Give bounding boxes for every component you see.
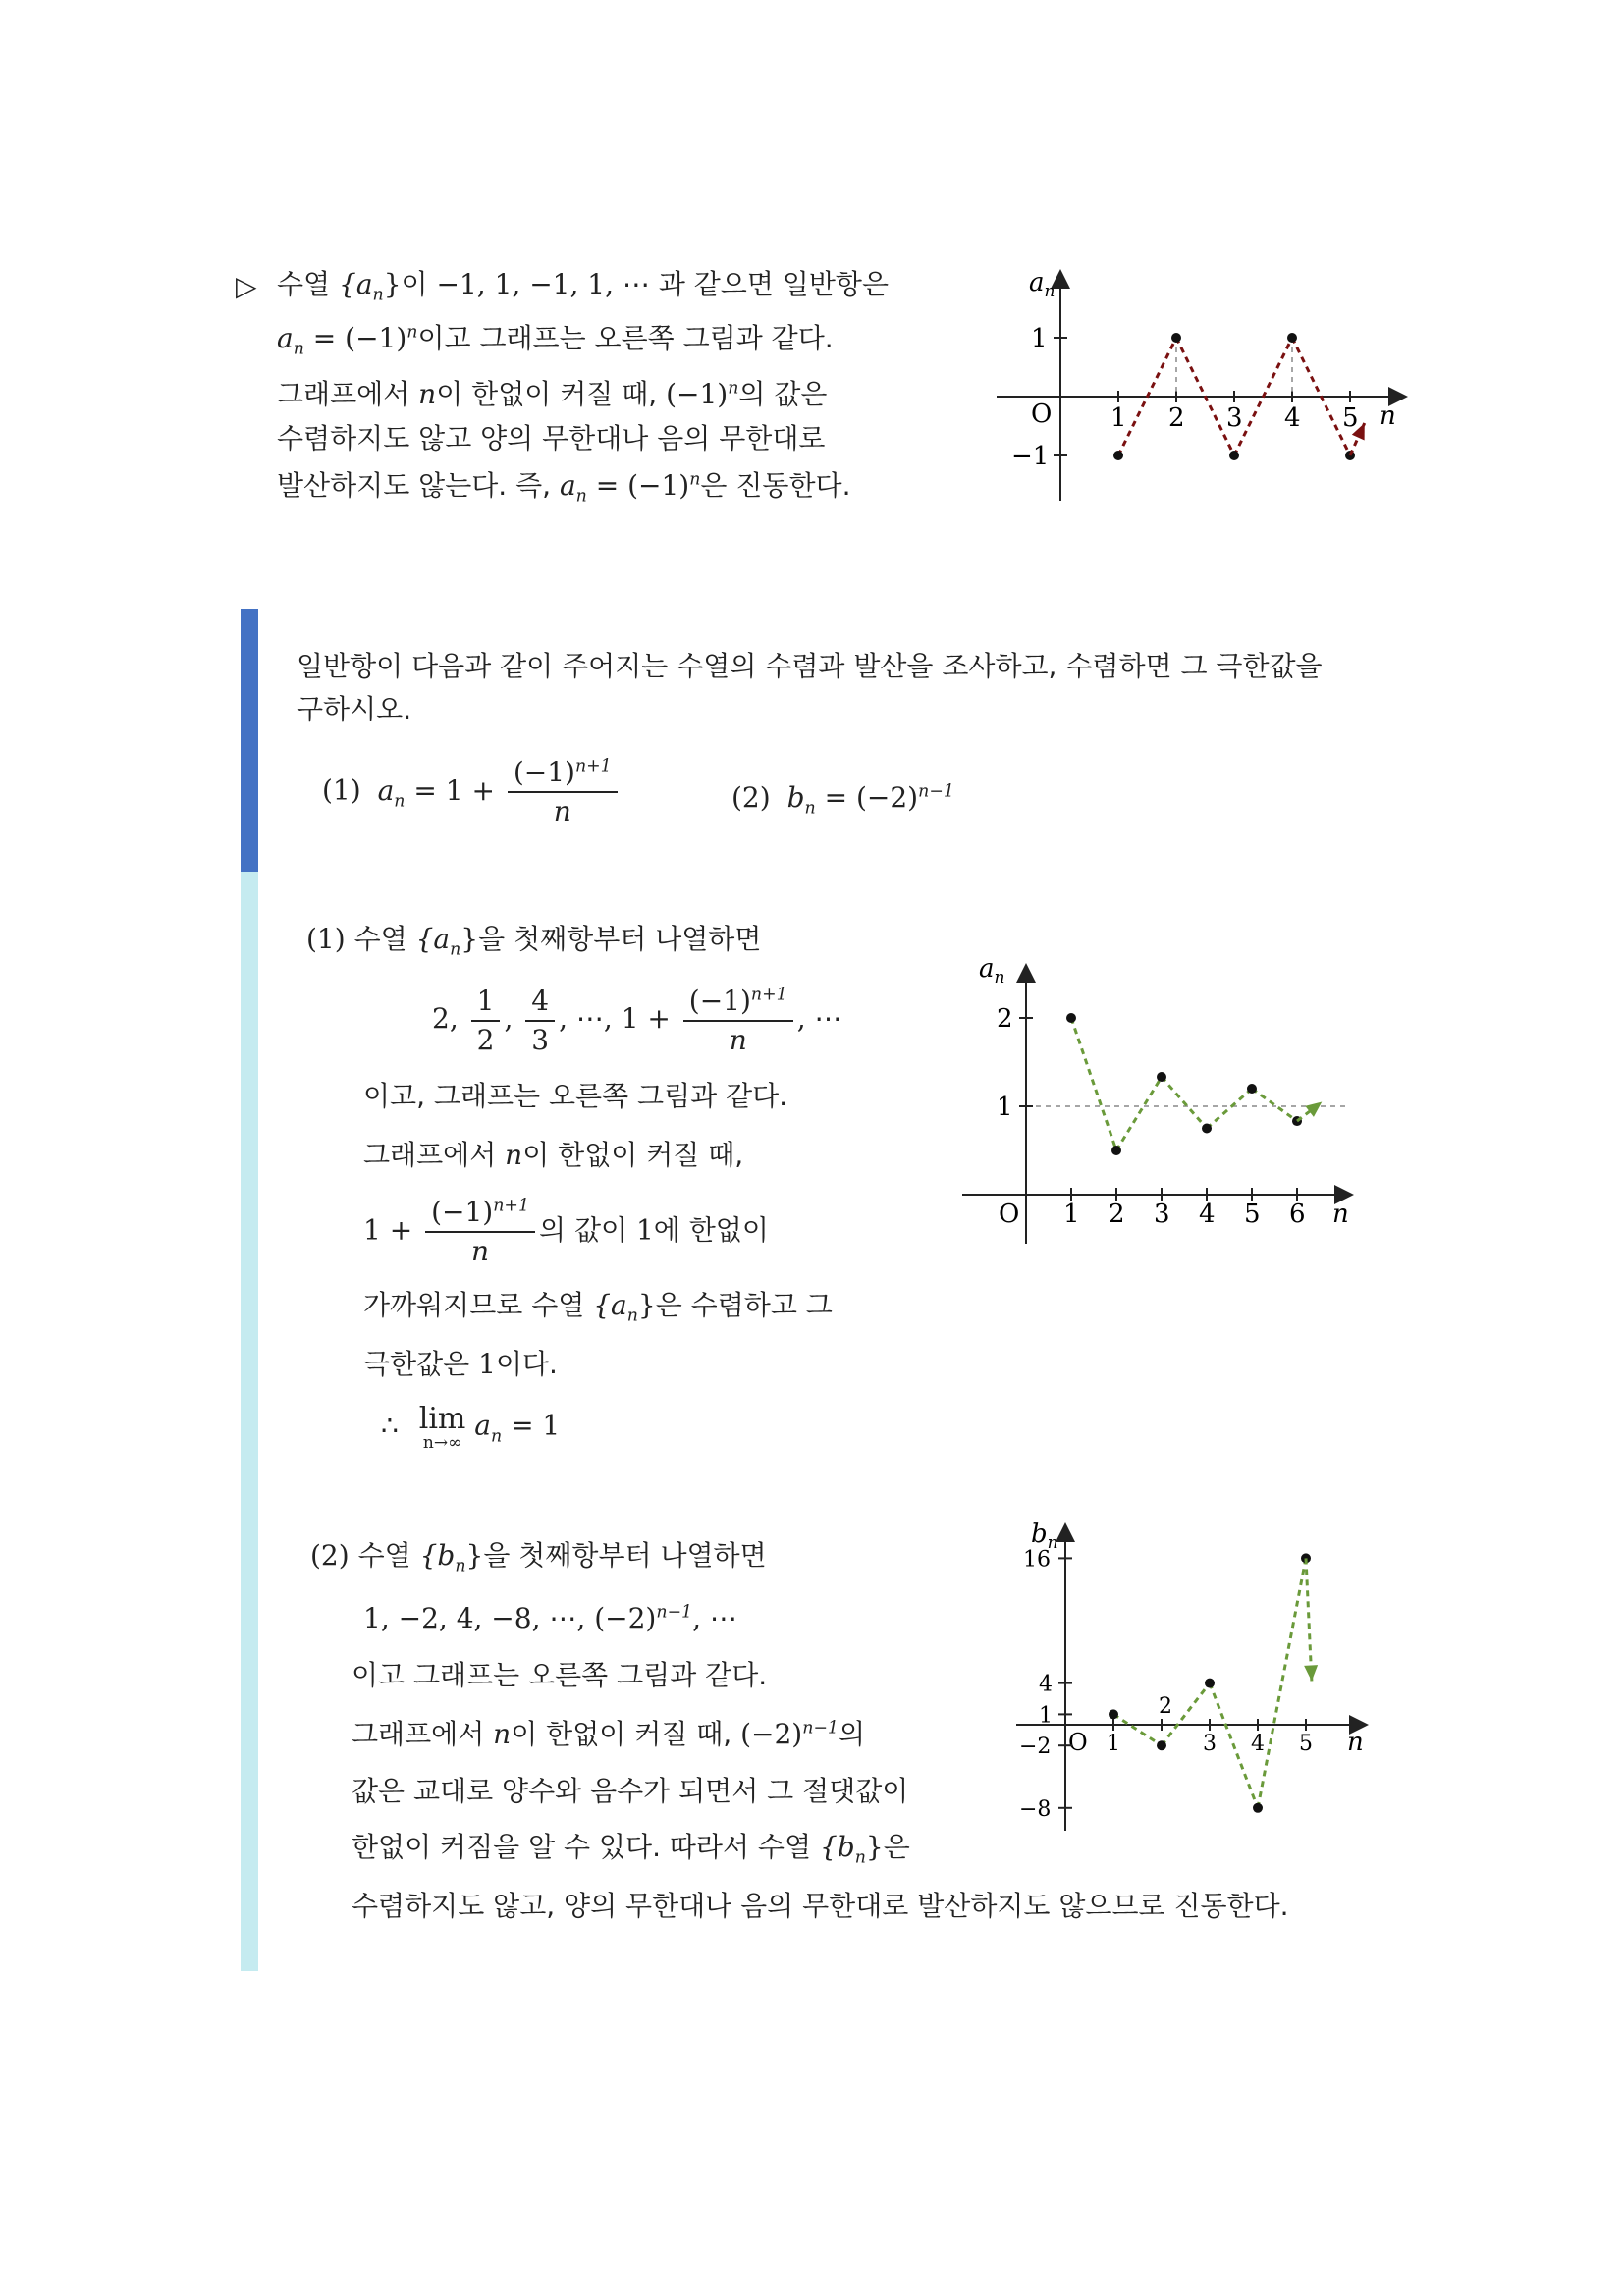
intro-marker: ▷	[236, 270, 257, 302]
intro-line-3: 그래프에서 n이 한없이 커질 때, $(-1)^n$의 값은	[277, 378, 828, 410]
graph3-xtick-label: 5	[1299, 1732, 1313, 1756]
graph1-point	[1287, 333, 1297, 343]
graph3-point-label: 2	[1159, 1694, 1172, 1719]
graph2-point	[1157, 1072, 1166, 1082]
intro-line-4: 수렴하지도 않고 양의 무한대나 음의 무한대로	[277, 422, 826, 454]
graph1-xtick-label: 5	[1342, 403, 1359, 433]
sol2-line-5: 값은 교대로 양수와 음수가 되면서 그 절댓값이	[352, 1775, 909, 1807]
graph1-x-label: n	[1380, 401, 1396, 431]
graph1-xtick-label: 3	[1226, 403, 1243, 433]
graph2-xtick-label: 4	[1199, 1200, 1216, 1229]
graph2-segment	[1071, 1018, 1116, 1150]
graph3-segment	[1113, 1714, 1162, 1745]
graph3-x-label: n	[1347, 1728, 1364, 1757]
sol1-line-2: 2, $\frac{1}{2}$ , $\frac{4}{3}$ , ⋯, 1 + $\frac{(-1)^{n+1}}{n}$ , ⋯	[432, 985, 842, 1056]
graph3-ytick-label: 16	[1023, 1547, 1051, 1573]
graph1-ytick-label: 1	[1031, 324, 1048, 353]
graph3-ytick-label: −8	[1019, 1796, 1052, 1822]
graph2-segment	[1116, 1077, 1162, 1150]
sol1-line-1: (1) 수열 $\{a_n\}$을 첫째항부터 나열하면	[306, 923, 762, 960]
problem-line-2: 구하시오.	[297, 693, 412, 725]
graph3-point	[1157, 1740, 1166, 1750]
graph2-y-label: $a_n$	[979, 954, 1005, 988]
box-bar-bottom	[241, 872, 258, 1971]
graph2-x-label: n	[1332, 1200, 1349, 1229]
graph1-xtick-label: 2	[1168, 403, 1185, 433]
graph2-xtick-label: 3	[1154, 1200, 1170, 1229]
graph3-origin: O	[1068, 1729, 1088, 1756]
graph2-segment	[1162, 1077, 1207, 1128]
graph1-point	[1229, 451, 1239, 460]
graph1-chart	[992, 265, 1414, 510]
graph2-xtick-label: 1	[1063, 1200, 1080, 1229]
graph3-xtick-label: 3	[1203, 1732, 1217, 1756]
sol2-line-1: (2) 수열 $\{b_n\}$을 첫째항부터 나열하면	[310, 1539, 767, 1576]
sol1-line-6: 가까워지므로 수열 $\{a_n\}$은 수렴하고 그	[363, 1289, 833, 1326]
graph1-point	[1171, 333, 1181, 343]
graph3-segment	[1258, 1558, 1306, 1807]
sol1-line-8: ∴ lim n→∞ $a_n = 1$	[381, 1402, 561, 1453]
graph2-point	[1066, 1013, 1076, 1023]
problem-2: (2) $b_n = (-2)^{n-1}$	[731, 781, 954, 819]
intro-line-1: 수열 $\{a_n\}$이 −1, 1, −1, 1, ⋯ 과 같으면 일반항은	[277, 268, 889, 305]
graph2-ytick-label: 2	[997, 1004, 1013, 1034]
sol2-line-7: 수렴하지도 않고, 양의 무한대나 음의 무한대로 발산하지도 않으므로 진동한다.	[352, 1890, 1289, 1922]
sol2-line-3: 이고 그래프는 오른쪽 그림과 같다.	[352, 1659, 768, 1691]
graph3-point	[1205, 1679, 1215, 1688]
graph3-xtick-label: 1	[1107, 1732, 1120, 1756]
graph2-point	[1111, 1146, 1121, 1155]
graph2-point	[1247, 1084, 1257, 1094]
intro-line-2: $a_n = (-1)^n$이고 그래프는 오른쪽 그림과 같다.	[277, 322, 834, 359]
graph3-ytick-label: −2	[1019, 1735, 1052, 1760]
graph1-xtick-label: 4	[1284, 403, 1301, 433]
graph1-xtick-label: 1	[1110, 403, 1127, 433]
graph3-ytick-label: 1	[1039, 1703, 1053, 1729]
graph1-point	[1113, 451, 1123, 460]
sol1-line-3: 이고, 그래프는 오른쪽 그림과 같다.	[363, 1080, 788, 1112]
graph3-point	[1109, 1709, 1118, 1719]
graph3-tail	[1306, 1558, 1312, 1681]
graph3-arrow	[1304, 1665, 1318, 1681]
graph2-arrow	[1305, 1102, 1322, 1117]
graph2-xtick-label: 6	[1289, 1200, 1306, 1229]
sol2-line-4: 그래프에서 n이 한없이 커질 때, $(-2)^{n-1}$의	[352, 1718, 866, 1750]
graph2-segment	[1252, 1089, 1297, 1121]
graph2-xtick-label: 5	[1244, 1200, 1261, 1229]
graph2-segment	[1207, 1089, 1252, 1129]
graph2-origin: O	[999, 1200, 1020, 1229]
graph3-chart	[1001, 1517, 1375, 1841]
graph3-ytick-label: 4	[1039, 1672, 1053, 1697]
sol1-line-5: 1 + $\frac{(-1)^{n+1}}{n}$ 의 값이 1에 한없이	[363, 1196, 769, 1267]
graph2-xtick-label: 2	[1109, 1200, 1125, 1229]
graph3-xtick-label: 4	[1251, 1732, 1265, 1756]
graph1-y-label: $a_n$	[1029, 268, 1056, 301]
graph2-ytick-label: 1	[997, 1093, 1013, 1122]
sol1-line-7: 극한값은 1이다.	[363, 1348, 558, 1380]
sol1-line-4: 그래프에서 n이 한없이 커질 때,	[363, 1139, 744, 1171]
graph2-point	[1202, 1124, 1212, 1134]
graph1-ytick-label: −1	[1011, 442, 1050, 471]
sol2-line-2: 1, −2, 4, −8, ⋯, $(-2)^{n-1}$, ⋯	[363, 1602, 737, 1634]
box-bar-top	[241, 609, 258, 872]
problem-1: (1) $a_n = 1$ + $\frac{(-1)^{n+1}}{n}$	[322, 756, 622, 828]
sol2-line-6: 한없이 커짐을 알 수 있다. 따라서 수열 $\{b_n\}$은	[352, 1831, 910, 1868]
graph3-point	[1253, 1803, 1263, 1813]
graph2-chart	[947, 947, 1360, 1252]
graph1-origin: O	[1031, 400, 1053, 429]
problem-line-1: 일반항이 다음과 같이 주어지는 수열의 수렴과 발산을 조사하고, 수렴하면 그 극한값을	[297, 650, 1323, 682]
intro-line-5: 발산하지도 않는다. 즉, $a_n = (-1)^n$은 진동한다.	[277, 469, 851, 507]
graph3-y-label: $b_n$	[1031, 1520, 1058, 1553]
